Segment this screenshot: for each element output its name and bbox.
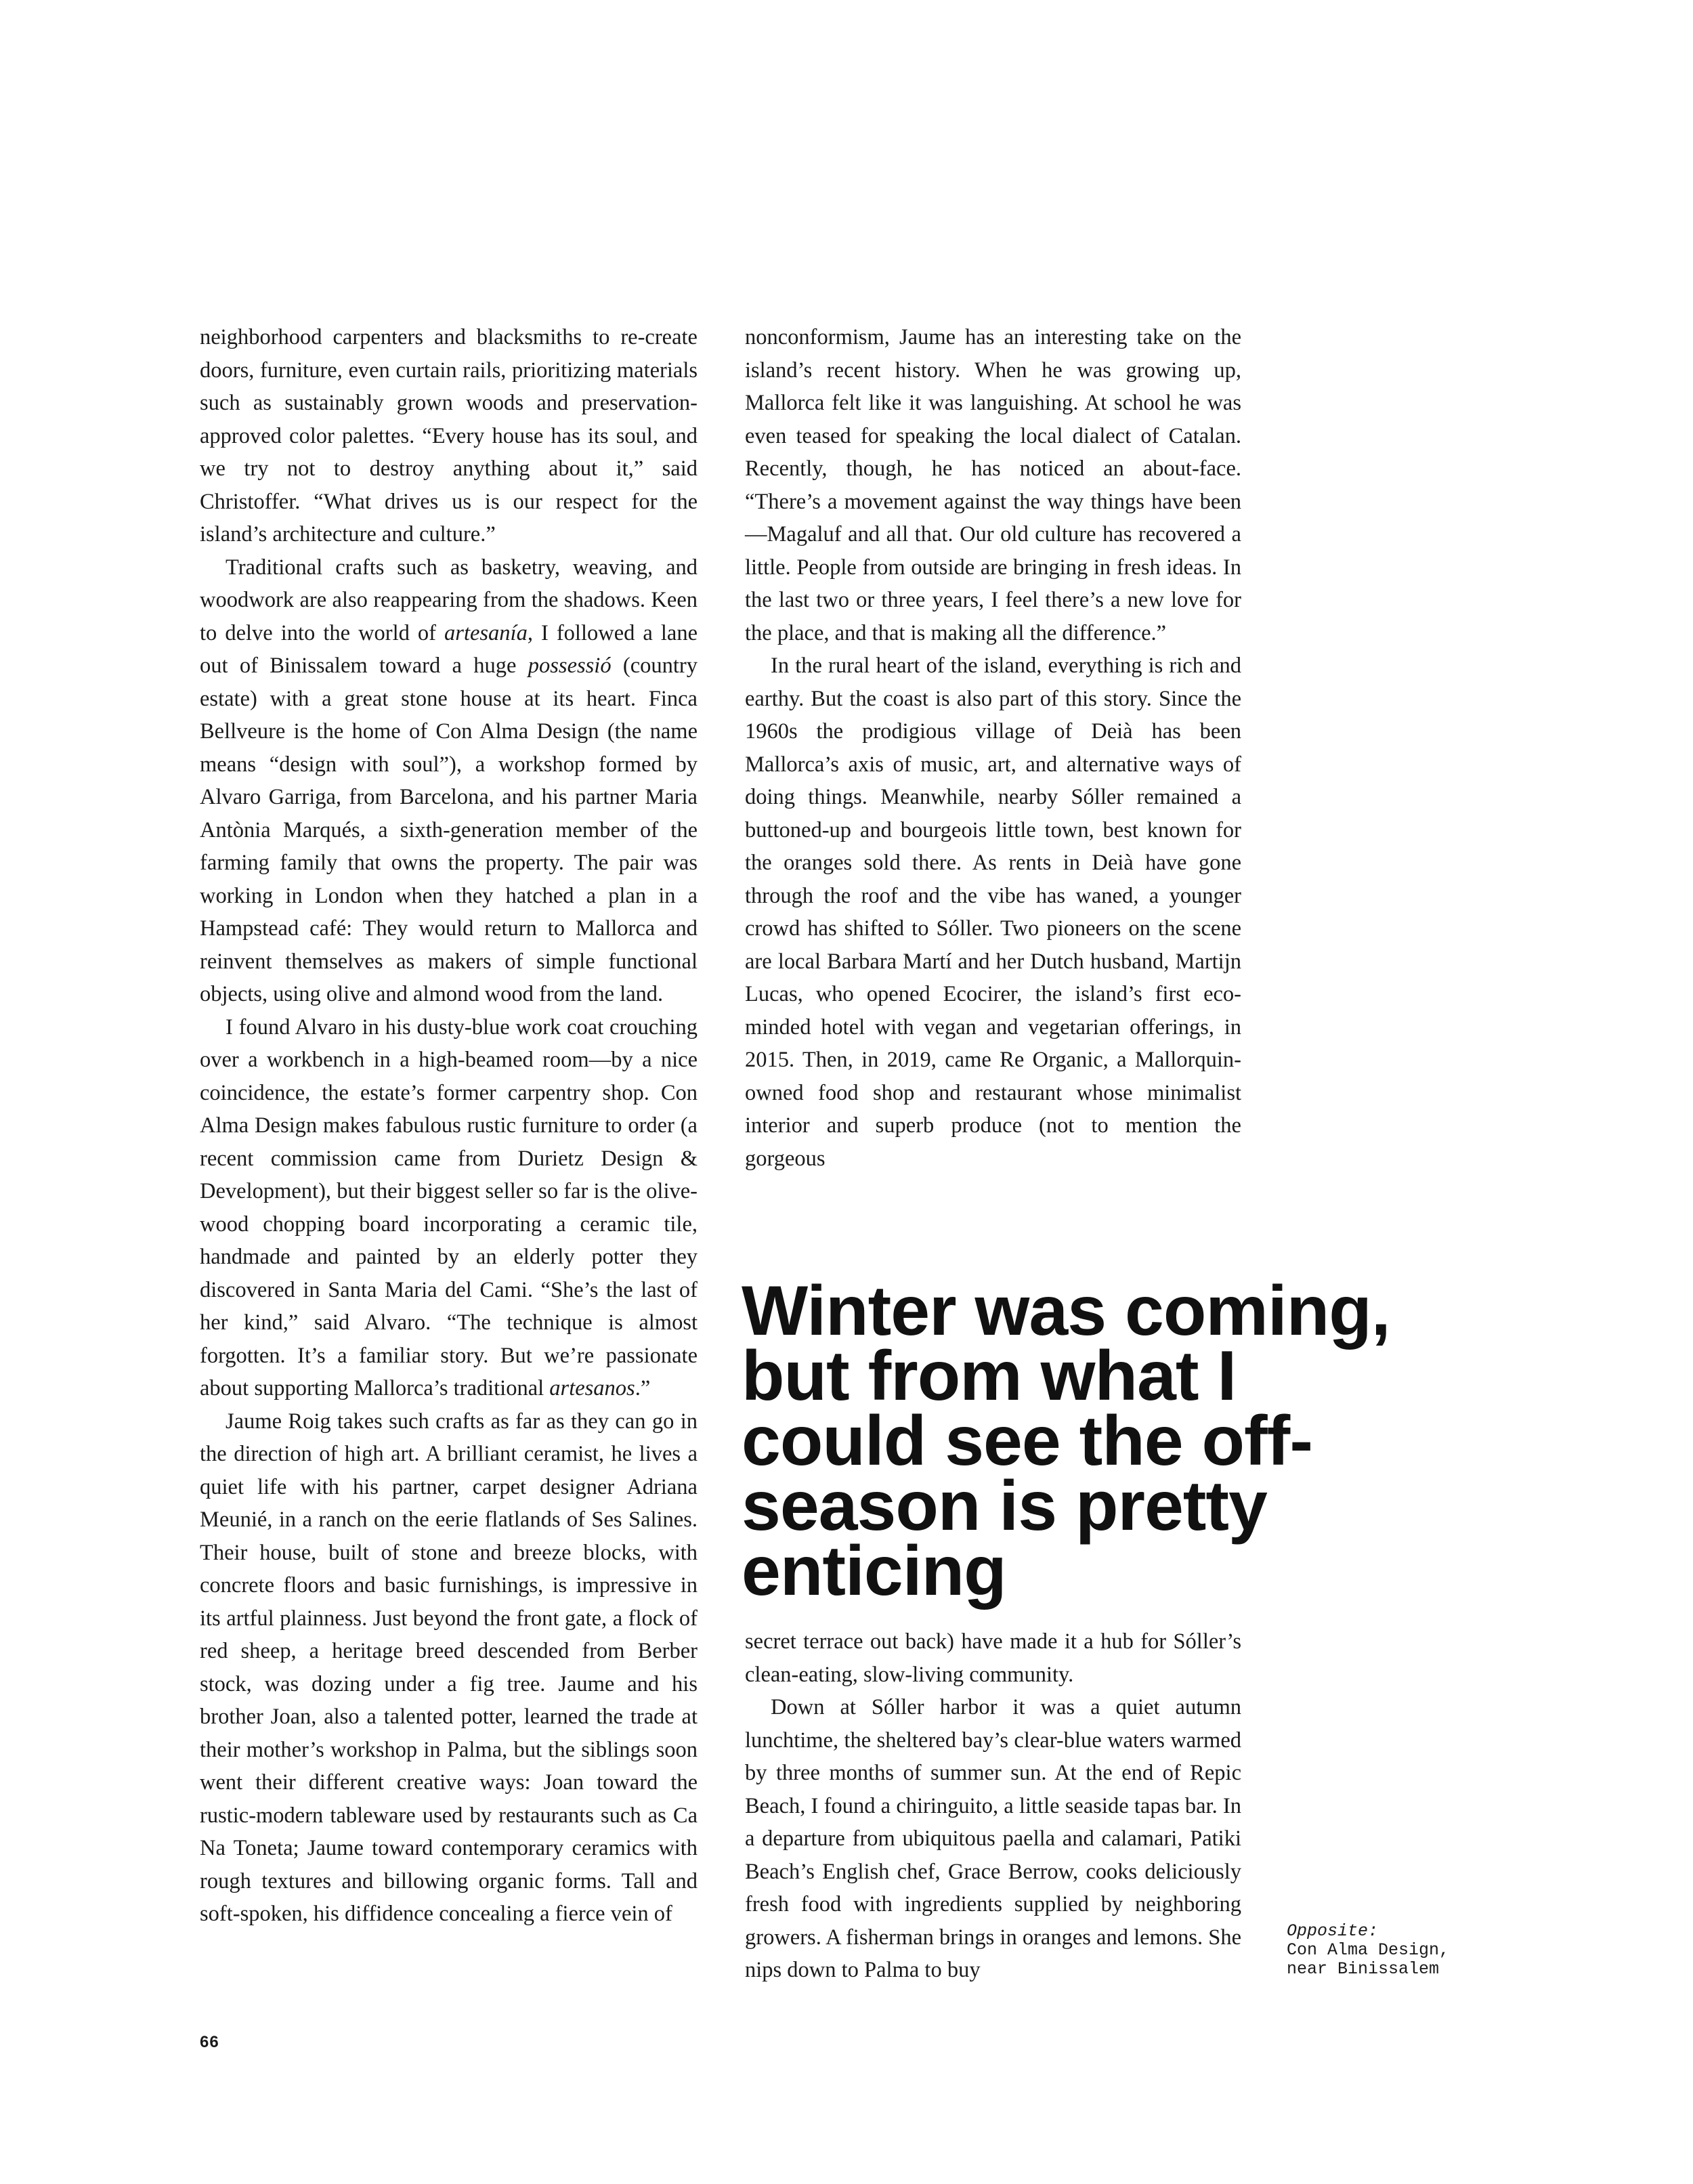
photo-caption [1287, 1922, 1503, 1979]
caption-line-2: near Binissalem [1287, 1959, 1440, 1979]
italic-text: possessió [528, 654, 612, 678]
caption-line-1: Con Alma Design, [1287, 1940, 1450, 1960]
article-column-left [200, 321, 698, 1931]
article-paragraph [200, 1405, 698, 1931]
article-paragraph [745, 1625, 1241, 1691]
article-column-right-bottom [745, 1625, 1241, 1987]
article-paragraph [745, 1691, 1241, 1987]
caption-label: Opposite: [1287, 1921, 1379, 1941]
paragraph-text: .” [635, 1376, 651, 1400]
paragraph-text: nonconformism, Jaume has an interesting take on the island’s recent history. When he was growing up, Mallorca felt like it was languishing. At school he was even teased for speaking the local dialect of Catalan. Recently, though, he has noticed an about-face. “There’s a movement against the way things have been—Magaluf and all that. Our old culture has recovered a little. People from outside are bringing in fresh ideas. In the last two or three years, I feel there’s a new love for the place, and that is making all the difference.” [745, 325, 1241, 645]
italic-text: artesanos [549, 1376, 635, 1400]
pull-quote: Winter was coming, but from what I could see the off-season is pretty enticing [742, 1272, 1390, 1610]
paragraph-text: In the rural heart of the island, everything is rich and earthy. But the coast is also part of this story. Since the 1960s the prodigious village of Deià has been Mallorca’s axis of music, art, and alternative ways of doing things. Meanwhile, nearby Sóller remained a buttoned-up and bourgeois little town, best known for the oranges sold there. As rents in Deià have gone through the roof and the vibe has waned, a younger crowd has shifted to Sóller. Two pioneers on the scene are local Barbara Martí and her Dutch husband, Martijn Lucas, who opened Ecocirer, the island’s first eco-minded hotel with vegan and vegetarian offerings, in 2015. Then, in 2019, came Re Organic, a Mallorquin-owned food shop and restaurant whose minimalist interior and superb produce (not to mention the gorgeous [745, 654, 1241, 1171]
paragraph-text: (country estate) with a great stone house at its heart. Finca Bellveure is the home of Con Alma Design (the name means “design with soul”), a workshop formed by Alvaro Garriga, from Barcelona, and his partner Maria Antònia Marqués, a sixth-generation member of the farming family that owns the property. The pair was working in London when they hatched a plan in a Hampstead café: They would return to Mallorca and reinvent themselves as makers of simple functional objects, using olive and almond wood from the land. [200, 654, 698, 1006]
article-paragraph [200, 551, 698, 1011]
article-paragraph [745, 321, 1241, 649]
paragraph-text: Traditional crafts such as basketry, weaving, and woodwork are also reappearing from the shadows. Keen to delve into the world of [200, 555, 698, 645]
article-paragraph [745, 649, 1241, 1175]
paragraph-text: I found Alvaro in his dusty-blue work coat crouching over a workbench in a high-beamed room—by a nice coincidence, the estate’s former carpentry shop. Con Alma Design makes fabulous rustic furniture to order (a recent commission came from Durietz Design & Development), but their biggest seller so far is the olive-wood chopping board incorporating a ceramic tile, handmade and painted by an elderly potter they discovered in Santa Maria del Cami. “She’s the last of her kind,” said Alvaro. “The technique is almost forgotten. It’s a familiar story. But we’re passionate about supporting Mallorca’s traditional [200, 1014, 698, 1400]
article-column-right-top [745, 321, 1241, 1175]
paragraph-text: Jaume Roig takes such crafts as far as they can go in the direction of high art. A brilliant ceramist, he lives a quiet life with his partner, carpet designer Adriana Meunié, in a ranch on the eerie flatlands of Ses Salines. Their house, built of stone and breeze blocks, with concrete floors and basic furnishings, is impressive in its artful plainness. Just beyond the front gate, a flock of red sheep, a heritage breed descended from Berber stock, was dozing under a fig tree. Jaume and his brother Joan, also a talented potter, learned the trade at their mother’s workshop in Palma, but the siblings soon went their different creative ways: Joan toward the rustic-modern tableware used by restaurants such as Ca Na Toneta; Jaume toward contemporary ceramics with rough textures and billowing organic forms. Tall and soft-spoken, his diffidence concealing a fierce vein of [200, 1409, 698, 1926]
paragraph-text: I followed a lane out of Binissalem toward a huge [200, 620, 698, 678]
paragraph-text: Down at Sóller harbor it was a quiet autumn lunchtime, the sheltered bay’s clear-blue waters warmed by three months of summer sun. At the end of Repic Beach, I found a chiringuito, a little seaside tapas bar. In a departure from ubiquitous paella and calamari, Patiki Beach’s English chef, Grace Berrow, cooks deliciously fresh food with ingredients supplied by neighboring growers. A fisherman brings in oranges and lemons. She nips down to Palma to buy [745, 1695, 1241, 1982]
paragraph-text: neighborhood carpenters and blacksmiths to re-create doors, furniture, even curtain rails, prioritizing materials such as sustainably grown woods and preservation-approved color palettes. “Every house has its soul, and we try not to destroy anything about it,” said Christoffer. “What drives us is our respect for the island’s architecture and culture.” [200, 325, 698, 547]
article-paragraph [200, 321, 698, 551]
page-number: 66 [200, 2033, 219, 2051]
paragraph-text: secret terrace out back) have made it a hub for Sóller’s clean-eating, slow-living community. [745, 1629, 1241, 1687]
italic-text: artesanía, [444, 620, 533, 645]
article-paragraph [200, 1011, 698, 1405]
